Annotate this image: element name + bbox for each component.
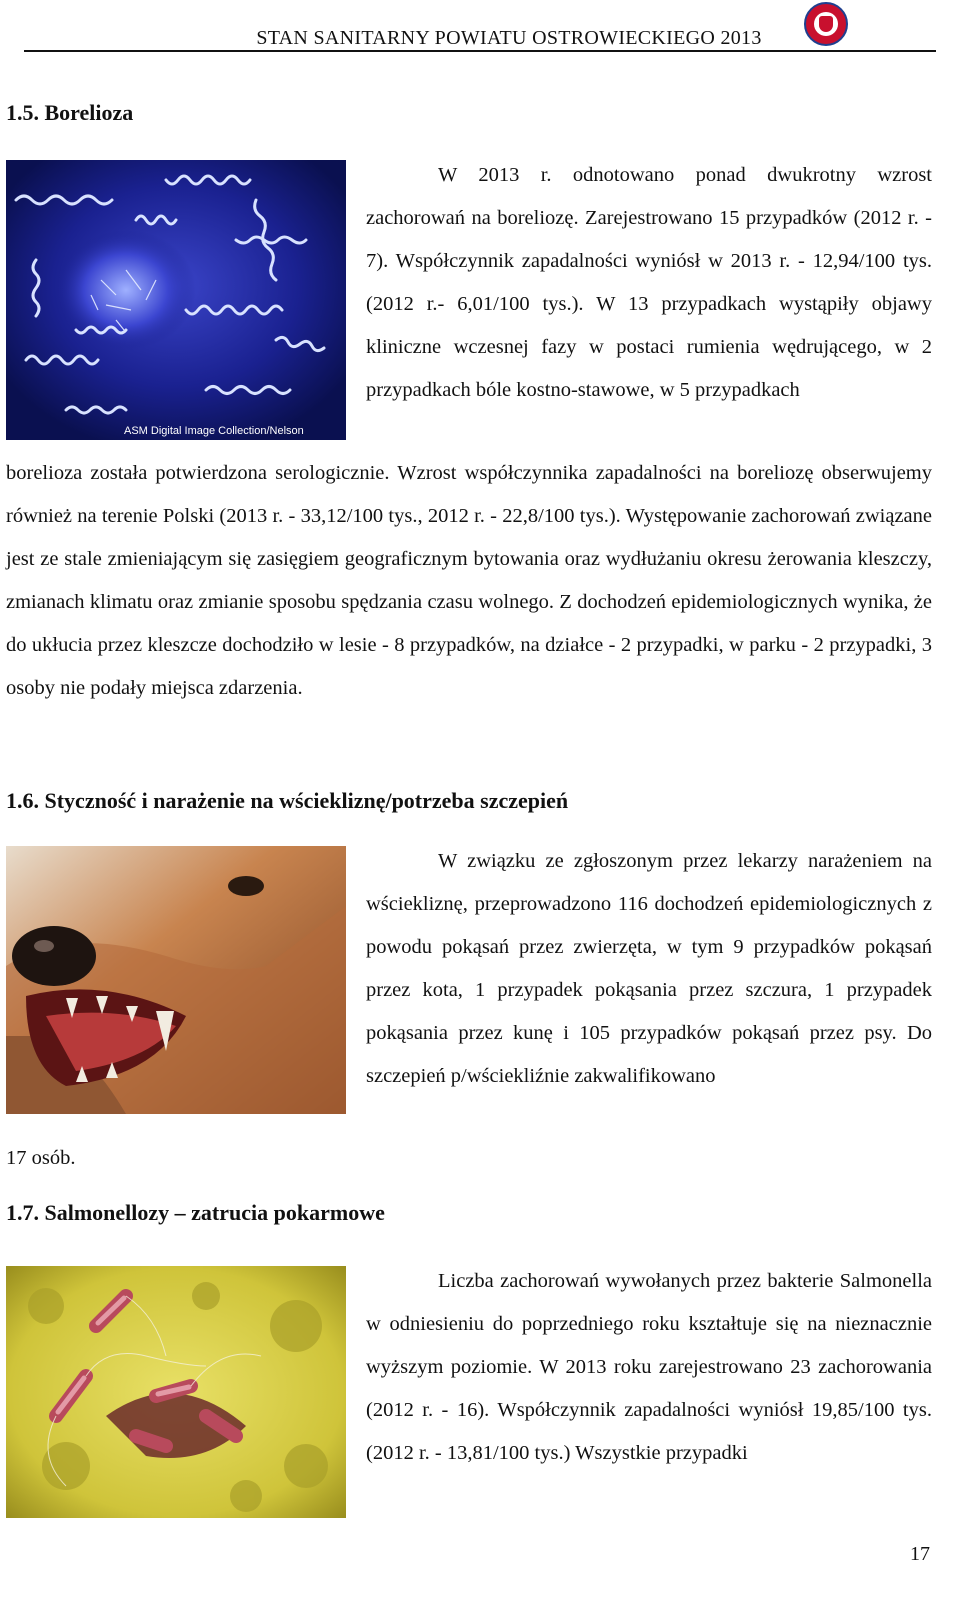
sanitary-inspection-logo-icon xyxy=(804,2,848,46)
salmonella-image xyxy=(6,1266,346,1518)
borelioza-paragraph-right: W 2013 r. odnotowano ponad dwukrotny wzrost zachorowań na boreliozę. Zarejestrowano 15 przypadków (2012 r. - 7). Współczynnik zapadalności wyniósł w 2013 r. - 12,94/100 tys. (2012 r.- 6,01/100 tys.). W 13 przypadkach wystąpiły objawy kliniczne wczesnej fazy w postaci rumienia wędrującego, w 2 przypadkach bóle kostno-stawowe, w 5 przypadkach xyxy=(366,164,932,401)
section-heading-wscieklizna: 1.6. Styczność i narażenie na wściekliznę/potrzeba szczepień xyxy=(6,788,569,813)
wscieklizna-paragraph-full: 17 osób. xyxy=(6,1147,76,1169)
section-heading-salmonellozy: 1.7. Salmonellozy – zatrucia pokarmowe xyxy=(6,1200,385,1225)
image-caption: ASM Digital Image Collection/Nelson xyxy=(124,425,304,437)
borrelia-image xyxy=(6,160,346,440)
page-number: 17 xyxy=(910,1543,930,1565)
section-heading-borelioza: 1.5. Borelioza xyxy=(6,100,134,125)
salmonellozy-paragraph-right: Liczba zachorowań wywołanych przez bakterie Salmonella w odniesieniu do poprzedniego roku kształtuje się na nieznacznie wyższym poziomie. W 2013 roku zarejestrowano 23 zachorowania (2012 r. - 16). Współczynnik zapadalności wyniósł 19,85/100 tys. (2012 r. - 13,81/100 tys.) Wszystkie przypadki xyxy=(366,1270,932,1464)
page-header xyxy=(24,24,936,52)
header-title: STAN SANITARNY POWIATU OSTROWIECKIEGO 2013 xyxy=(256,27,762,49)
fox-image xyxy=(6,846,346,1114)
wscieklizna-paragraph-right: W związku ze zgłoszonym przez lekarzy narażeniem na wściekliznę, przeprowadzono 116 dochodzeń epidemiologicznych z powodu pokąsań przez zwierzęta, w tym 9 przypadków pokąsań przez kota, 1 przypadek pokąsania przez szczura, 1 przypadek pokąsania przez kunę i 105 przypadków pokąsań przez psy. Do szczepień p/wściekliźnie zakwalifikowano xyxy=(366,850,932,1087)
borelioza-paragraph-full: borelioza została potwierdzona serologicznie. Wzrost współczynnika zapadalności na boreliozę obserwujemy również na terenie Polski (2013 r. - 33,12/100 tys., 2012 r. - 22,8/100 tys.). Występowanie zachorowań związane jest ze stale zmieniającym się zasięgiem geograficznym bytowania oraz wydłużaniu okresu żerowania kleszczy, zmianach klimatu oraz zmianie sposobu spędzania czasu wolnego. Z dochodzeń epidemiologicznych wynika, że do ukłucia przez kleszcze dochodziło w lesie - 8 przypadków, na działce - 2 przypadki, w parku - 2 przypadki, 3 osoby nie podały miejsca zdarzenia. xyxy=(6,462,932,699)
